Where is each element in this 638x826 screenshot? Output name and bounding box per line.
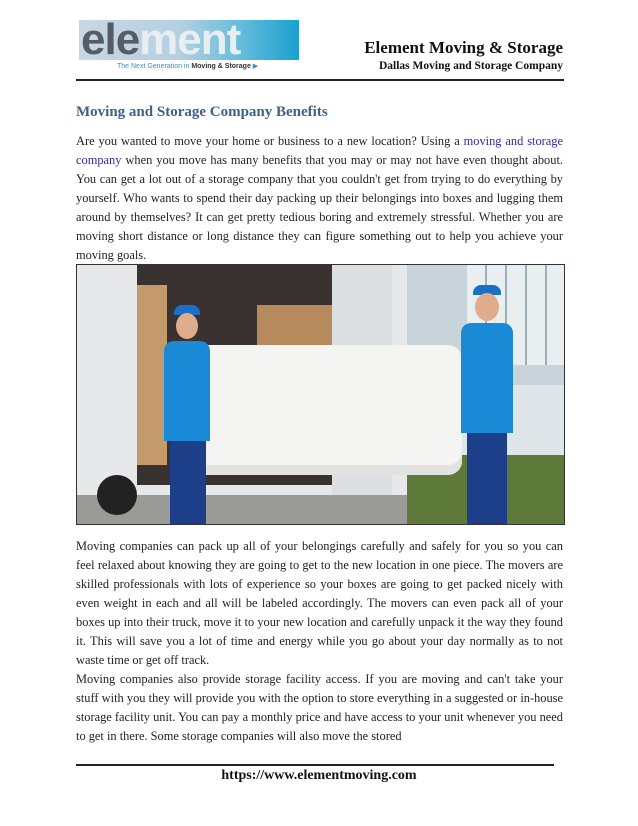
header-subtitle: Dallas Moving and Storage Company bbox=[378, 60, 563, 72]
company-logo bbox=[79, 20, 299, 76]
mover-left bbox=[162, 305, 212, 525]
logo-wordmark: element bbox=[79, 20, 299, 60]
header-title: Element Moving & Storage bbox=[364, 38, 563, 57]
article-heading: Moving and Storage Company Benefits bbox=[76, 104, 328, 120]
moving-storage-link[interactable]: moving and storage company bbox=[76, 134, 563, 167]
footer-divider bbox=[76, 764, 554, 766]
header-divider bbox=[76, 79, 564, 81]
paragraph-text: Are you wanted to move your home or business to a new location? Using a bbox=[76, 134, 464, 148]
paragraph-intro bbox=[76, 132, 563, 265]
footer-url: https://www.elementmoving.com bbox=[221, 768, 417, 783]
sofa bbox=[192, 345, 462, 475]
paragraph-storage: Moving companies also provide storage facility access. If you are moving and can't take your stuff with you they will provide you with the option to store everything in a suggested or in-house storage facility unit. You can pay a monthly price and have access to your unit whenever you need to get in there. Some storage companies will also move the stored bbox=[76, 672, 563, 743]
paragraph-packing: Moving companies can pack up all of your belongings carefully and safely for you so you can feel relaxed about knowing they are going to get to the new location in one piece. The movers are skilled professionals with lots of experience so your boxes are going to get packed nicely with even weight in each and all will be labeled accordingly. The movers can even pack all of your boxes up into their truck, move it to your new location and carefully unpack it the way they found it. This will save you a lot of time and energy while you go about your day normally as to not waste time or get off track. bbox=[76, 539, 563, 667]
movers-photo bbox=[76, 264, 565, 525]
logo-tagline: The Next Generation in Moving & Storage ▶ bbox=[117, 63, 259, 70]
mover-right bbox=[457, 285, 517, 525]
paragraph-text: when you move has many benefits that you may or may not have even thought about. You can get a lot out of a storage company that you couldn't get from trying to do everything by yourself. Who wants to spend their day packing up their belongings into boxes and lugging them around by themselves? It can get pretty tedious boring and extremely stressful. Whether you are moving short distance or long distance they can figure something out to help you achieve your moving goals. bbox=[76, 153, 563, 262]
